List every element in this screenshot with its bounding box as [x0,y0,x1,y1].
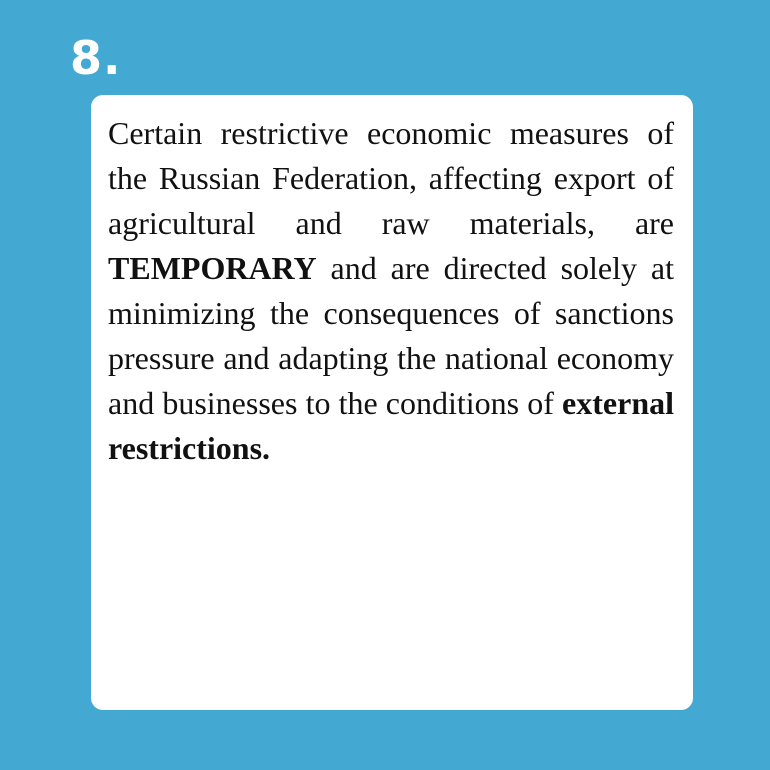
text-card [91,95,693,710]
slide-number: 8. [70,31,122,85]
text-emphasis-restrictions: external restrictions. [108,385,674,466]
text-segment-middle: and are directed solely at minimizing the consequences of sanctions pressure and adapting the national economy and businesses to the conditions of [108,250,674,421]
text-segment-intro: Certain restrictive economic measures of the Russian Federation, affecting export of agricultural and raw materials, are [108,115,674,241]
card-paragraph [108,111,674,471]
text-emphasis-temporary: TEMPORARY [108,250,317,286]
